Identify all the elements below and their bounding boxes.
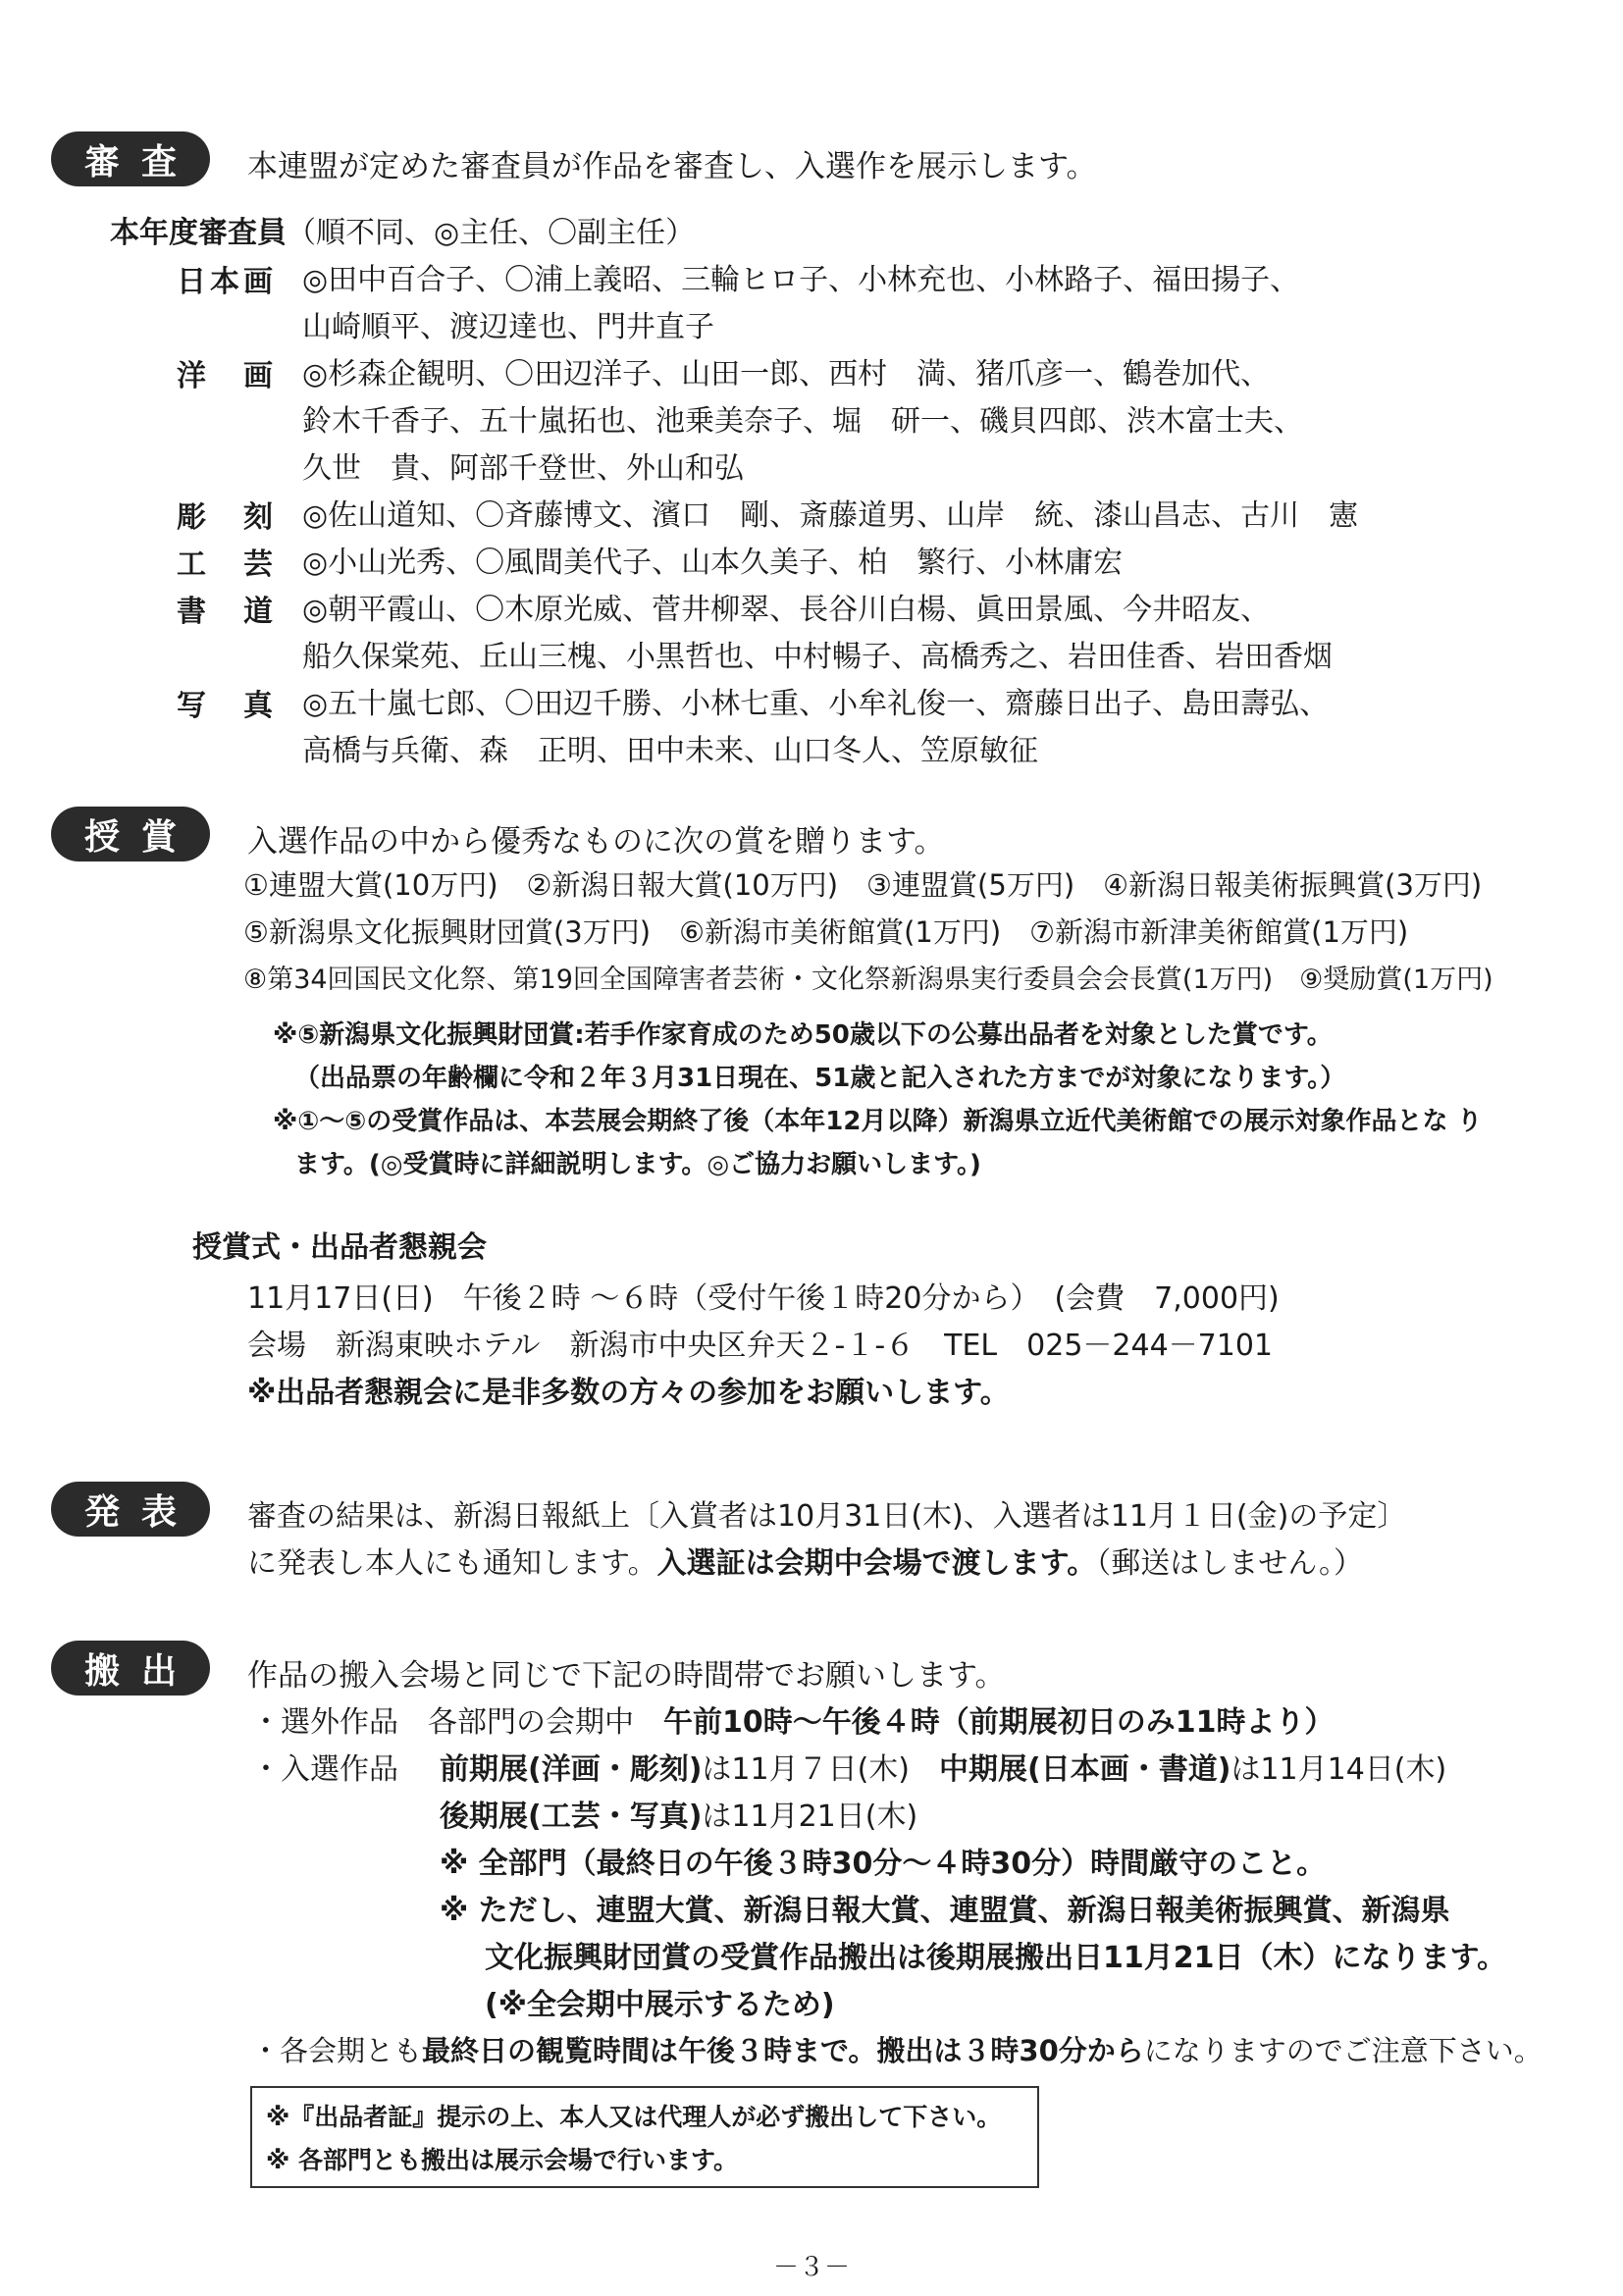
ceremony-title: 授賞式・出品者懇親会 bbox=[192, 1230, 487, 1265]
department-label bbox=[177, 587, 275, 630]
zenki-date: は11月７日(木) bbox=[702, 1752, 911, 1787]
senkai-label: ・選外作品 各部門の会期中 bbox=[251, 1705, 634, 1740]
judges-line: 船久保棠苑、丘山三槐、小黒哲也、中村暢子、高橋秀之、岩田佳香、岩田香烟 bbox=[302, 640, 1333, 674]
department-label-char: 芸 bbox=[243, 548, 275, 582]
heading-label: 審査 bbox=[83, 141, 198, 183]
department-label-char: 工 bbox=[177, 548, 208, 582]
award-note: ※①～⑤の受賞作品は、本芸展会期終了後（本年12月以降）新潟県立近代美術館での展示対象作品とな り bbox=[273, 1107, 1483, 1136]
department-label bbox=[177, 493, 275, 536]
section-heading-jusho bbox=[51, 807, 210, 861]
judges-line: ◎朝平霞山、〇木原光威、菅井柳翠、長谷川白楊、眞田景風、今井昭友、 bbox=[302, 593, 1271, 627]
senkai-row bbox=[251, 1697, 1335, 1741]
department-label-char: 真 bbox=[243, 689, 275, 723]
koki-row bbox=[440, 1792, 917, 1835]
award-note: （出品票の年齢欄に令和２年３月31日現在、51歳と記入された方までが対象になります。） bbox=[294, 1064, 1346, 1093]
judges-line: 山崎順平、渡辺達也、門井直子 bbox=[302, 310, 714, 344]
department-label-char: 画 bbox=[243, 359, 275, 393]
shinsa-text: 本連盟が定めた審査員が作品を審査し、入選作を展示します。 bbox=[247, 149, 1097, 184]
all-depts-note: ※ 全部門（最終日の午後３時30分～４時30分）時間厳守のこと。 bbox=[440, 1847, 1327, 1881]
department-judges bbox=[302, 257, 1299, 351]
judges-line: ◎佐山道知、〇斉藤博文、濱口 剛、斎藤道男、山岸 統、漆山昌志、古川 憲 bbox=[302, 498, 1359, 533]
senkai-time: 午前10時～午後４時（前期展初日のみ11時より） bbox=[663, 1705, 1335, 1740]
department-label-char: 道 bbox=[243, 595, 275, 629]
ceremony-line: 11月17日(日) 午後２時 ～６時（受付午後１時20分から） (会費 7,000円) bbox=[247, 1281, 1280, 1316]
koki-date: は11月21日(木) bbox=[702, 1800, 918, 1834]
final-note-b: 最終日の観覧時間は午後３時まで。搬出は３時30分から bbox=[422, 2034, 1144, 2067]
judges-line: ◎杉森企観明、〇田辺洋子、山田一郎、西村 満、猪爪彦一、鶴巻加代、 bbox=[302, 357, 1271, 391]
zenki-chuki-row bbox=[440, 1745, 1446, 1788]
department-judges bbox=[302, 493, 1358, 540]
awards-line: ⑤新潟県文化振興財団賞(3万円) ⑥新潟市美術館賞(1万円) ⑦新潟市新津美術館賞(1万円) bbox=[243, 915, 1409, 949]
section-heading-shinsa bbox=[51, 131, 210, 186]
chuki-label: 中期展(日本画・書道) bbox=[939, 1752, 1231, 1787]
page-number: －３－ bbox=[772, 2253, 850, 2282]
section-heading-happyo bbox=[51, 1482, 210, 1537]
department-label-char: 書 bbox=[177, 595, 208, 629]
judges-line: 鈴木千香子、五十嵐拓也、池乗美奈子、堀 研一、磯貝四郎、渋木富士夫、 bbox=[302, 404, 1303, 439]
department-label-char: 刻 bbox=[243, 500, 275, 535]
hanshutsu-text: 作品の搬入会場と同じで下記の時間帯でお願いします。 bbox=[247, 1658, 1006, 1694]
notice-line: ※ 各部門とも搬出は展示会場で行います。 bbox=[266, 2146, 739, 2174]
department-label bbox=[177, 257, 275, 300]
chuki-date: は11月14日(木) bbox=[1230, 1752, 1447, 1787]
happyo-text: に発表し本人にも通知します。 bbox=[247, 1546, 657, 1581]
heading-label: 搬出 bbox=[83, 1650, 198, 1692]
final-note-a: ・各会期とも bbox=[251, 2034, 423, 2067]
department-label-char: 彫 bbox=[177, 500, 208, 535]
certificate-note: 入選証は会期中会場で渡します。 bbox=[656, 1546, 1097, 1581]
department-label-char: 洋 bbox=[177, 359, 208, 393]
judges-line: ◎小山光秀、〇風間美代子、山本久美子、柏 繁行、小林庸宏 bbox=[302, 546, 1124, 580]
ceremony-note: ※出品者懇親会に是非多数の方々の参加をお願いします。 bbox=[247, 1376, 1010, 1410]
department-label-char: 日 bbox=[177, 265, 208, 299]
judges-line: 高橋与兵衛、森 正明、田中未来、山口冬人、笠原敏征 bbox=[302, 734, 1038, 768]
department-judges bbox=[302, 587, 1333, 681]
judges-title-text: 本年度審査員 bbox=[110, 216, 287, 250]
awards-line: ⑧第34回国民文化祭、第19回全国障害者芸術・文化祭新潟県実行委員会会長賞(1万円) ⑨奨励賞(1万円) bbox=[243, 965, 1493, 995]
department-label bbox=[177, 681, 275, 724]
jusho-text: 入選作品の中から優秀なものに次の賞を贈ります。 bbox=[247, 824, 945, 860]
nyusen-label: ・入選作品 bbox=[251, 1752, 398, 1787]
happyo-line-2 bbox=[247, 1539, 1363, 1582]
zenki-label: 前期展(洋画・彫刻) bbox=[440, 1752, 703, 1787]
awards-line: ①連盟大賞(10万円) ②新潟日報大賞(10万円) ③連盟賞(5万円) ④新潟日報美術振興賞(3万円) bbox=[243, 868, 1483, 902]
nyusen-row bbox=[251, 1745, 398, 1788]
award-note: ます。(◎受賞時に詳細説明します。◎ご協力お願いします。) bbox=[294, 1150, 981, 1179]
notice-line: ※『出品者証』提示の上、本人又は代理人が必ず搬出して下さい。 bbox=[266, 2103, 1002, 2131]
department-label bbox=[177, 351, 275, 394]
exception-line: ※ ただし、連盟大賞、新潟日報大賞、連盟賞、新潟日報美術振興賞、新潟県 bbox=[440, 1894, 1450, 1928]
ceremony-line: 会場 新潟東映ホテル 新潟市中央区弁天２-１-６ TEL 025－244－7101 bbox=[247, 1329, 1274, 1363]
department-label-char: 写 bbox=[177, 689, 208, 723]
exception-line: (※全会期中展示するため) bbox=[485, 1988, 835, 2022]
award-note: ※⑤新潟県文化振興財団賞:若手作家育成のため50歳以下の公募出品者を対象とした賞です。 bbox=[273, 1020, 1333, 1050]
notice-box bbox=[250, 2086, 1039, 2188]
exception-line: 文化振興財団賞の受賞作品搬出は後期展搬出日11月21日（木）になります。 bbox=[485, 1941, 1507, 1975]
heading-label: 発表 bbox=[83, 1491, 198, 1533]
final-note-c: になりますのでご注意下さい。 bbox=[1143, 2034, 1543, 2067]
judges-line: ◎田中百合子、〇浦上義昭、三輪ヒロ子、小林充也、小林路子、福田揚子、 bbox=[302, 263, 1300, 297]
mail-note: （郵送はしません。） bbox=[1096, 1546, 1364, 1581]
department-label-char: 画 bbox=[243, 265, 275, 299]
happyo-line-1: 審査の結果は、新潟日報紙上〔入賞者は10月31日(木)、入選者は11月１日(金)の予定〕 bbox=[247, 1499, 1407, 1534]
department-judges bbox=[302, 351, 1303, 493]
judges-title bbox=[110, 208, 695, 251]
judges-line: ◎五十嵐七郎、〇田辺千勝、小林七重、小牟礼俊一、齋藤日出子、島田壽弘、 bbox=[302, 687, 1330, 721]
department-label bbox=[177, 540, 275, 583]
department-judges bbox=[302, 540, 1123, 587]
department-judges bbox=[302, 681, 1329, 775]
koki-label: 後期展(工芸・写真) bbox=[440, 1800, 703, 1834]
judges-note: （順不同、◎主任、〇副主任） bbox=[287, 216, 696, 250]
judges-line: 久世 貴、阿部千登世、外山和弘 bbox=[302, 451, 744, 486]
section-heading-hanshutsu bbox=[51, 1641, 210, 1696]
department-label-char: 本 bbox=[210, 265, 241, 299]
heading-label: 授賞 bbox=[83, 816, 198, 858]
final-note bbox=[251, 2029, 1543, 2069]
